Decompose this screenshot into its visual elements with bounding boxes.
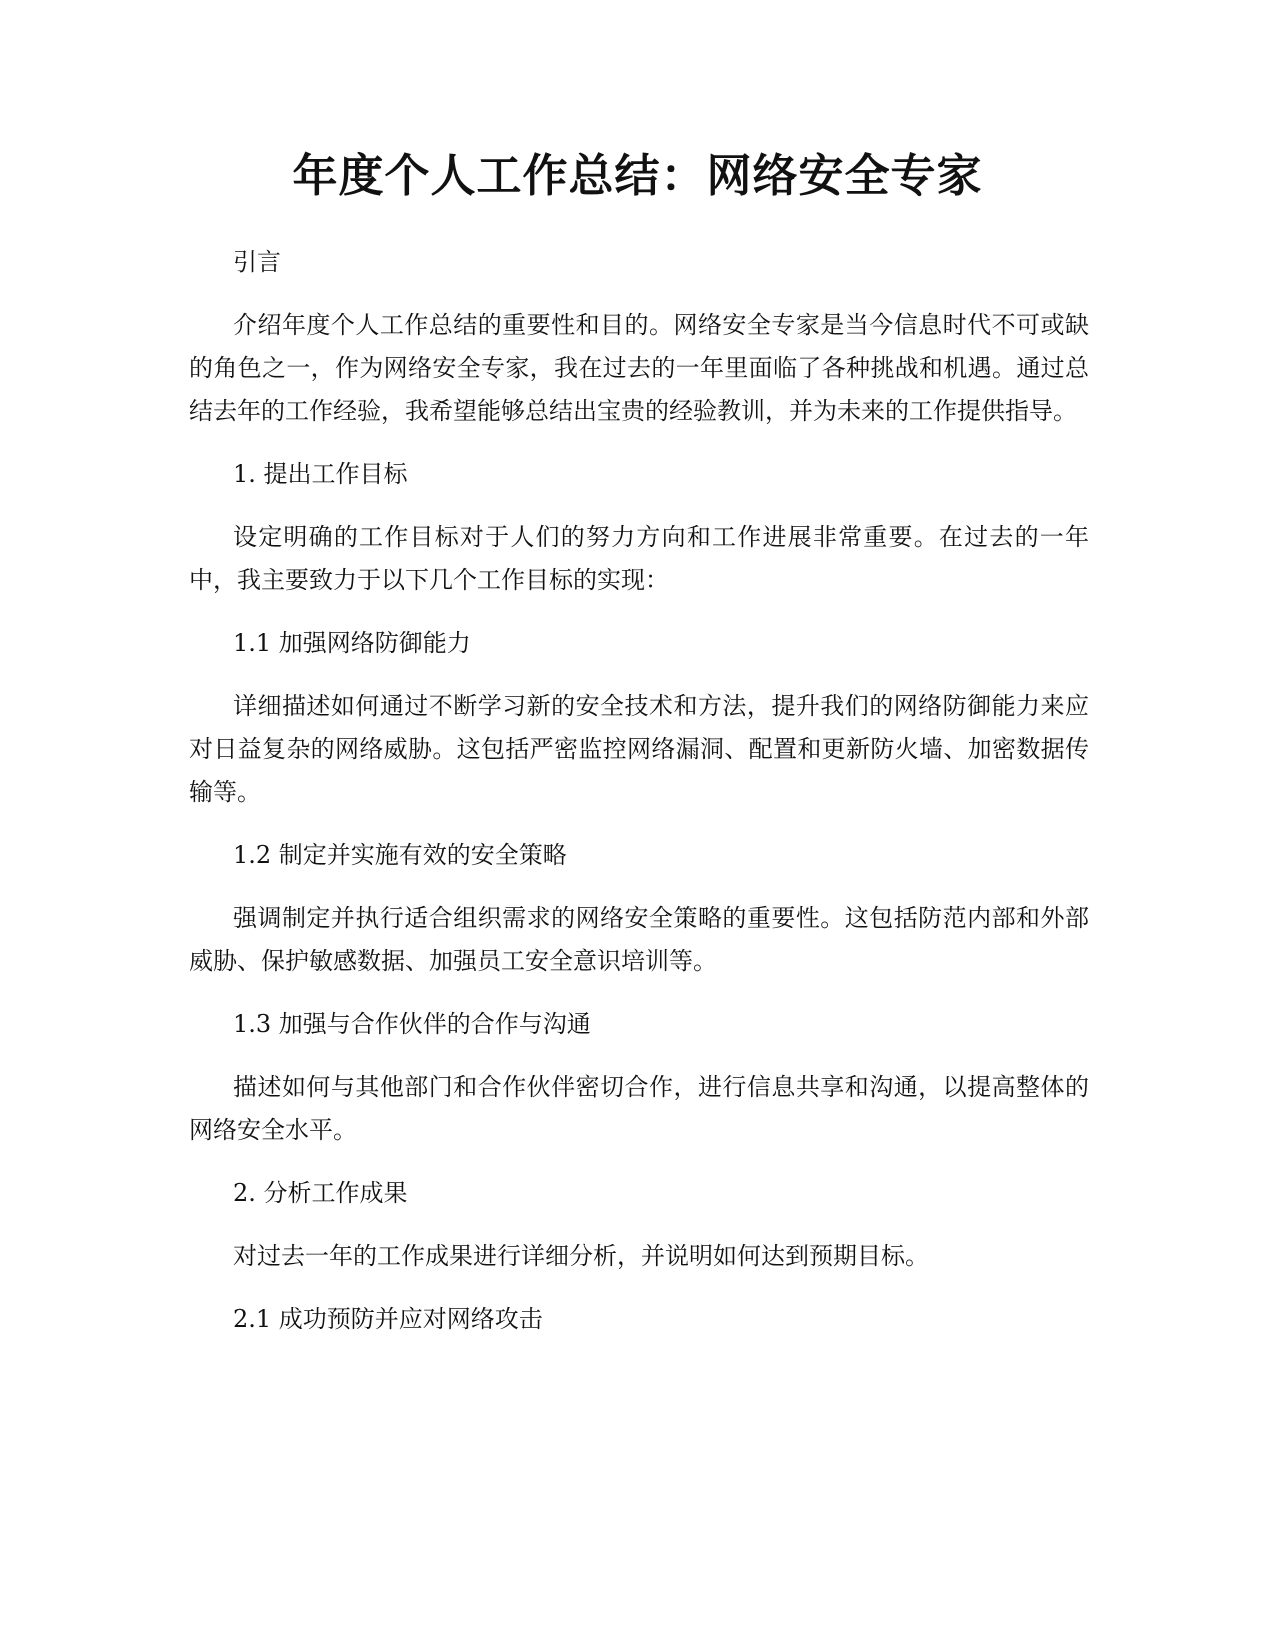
subsection-heading-1-3: 1.3 加强与合作伙伴的合作与沟通 bbox=[233, 1010, 591, 1038]
section-2-paragraph: 对过去一年的工作成果进行详细分析，并说明如何达到预期目标。 bbox=[233, 1242, 929, 1270]
subsection-1-2-paragraph: 强调制定并执行适合组织需求的网络安全策略的重要性。这包括防范内部和外部威胁、保护敏感数据、加强员工安全意识培训等。 bbox=[189, 904, 1089, 975]
document-body bbox=[189, 241, 1089, 1361]
section-1-paragraph: 设定明确的工作目标对于人们的努力方向和工作进展非常重要。在过去的一年中，我主要致力于以下几个工作目标的实现： bbox=[189, 523, 1089, 594]
subsection-heading-1-2: 1.2 制定并实施有效的安全策略 bbox=[233, 841, 567, 869]
subsection-heading-2-1: 2.1 成功预防并应对网络攻击 bbox=[233, 1305, 543, 1333]
intro-paragraph: 介绍年度个人工作总结的重要性和目的。网络安全专家是当今信息时代不可或缺的角色之一，作为网络安全专家，我在过去的一年里面临了各种挑战和机遇。通过总结去年的工作经验，我希望能够总结出宝贵的经验教训，并为未来的工作提供指导。 bbox=[189, 311, 1089, 425]
subsection-heading-1-1: 1.1 加强网络防御能力 bbox=[233, 629, 471, 657]
section-heading-2: 2. 分析工作成果 bbox=[233, 1179, 408, 1207]
section-heading-intro: 引言 bbox=[233, 248, 281, 276]
subsection-1-1-paragraph: 详细描述如何通过不断学习新的安全技术和方法，提升我们的网络防御能力来应对日益复杂的网络威胁。这包括严密监控网络漏洞、配置和更新防火墙、加密数据传输等。 bbox=[189, 692, 1089, 806]
document-title: 年度个人工作总结：网络安全专家 bbox=[292, 149, 983, 202]
section-heading-1: 1. 提出工作目标 bbox=[233, 460, 408, 488]
subsection-1-3-paragraph: 描述如何与其他部门和合作伙伴密切合作，进行信息共享和沟通，以提高整体的网络安全水平。 bbox=[189, 1073, 1089, 1144]
